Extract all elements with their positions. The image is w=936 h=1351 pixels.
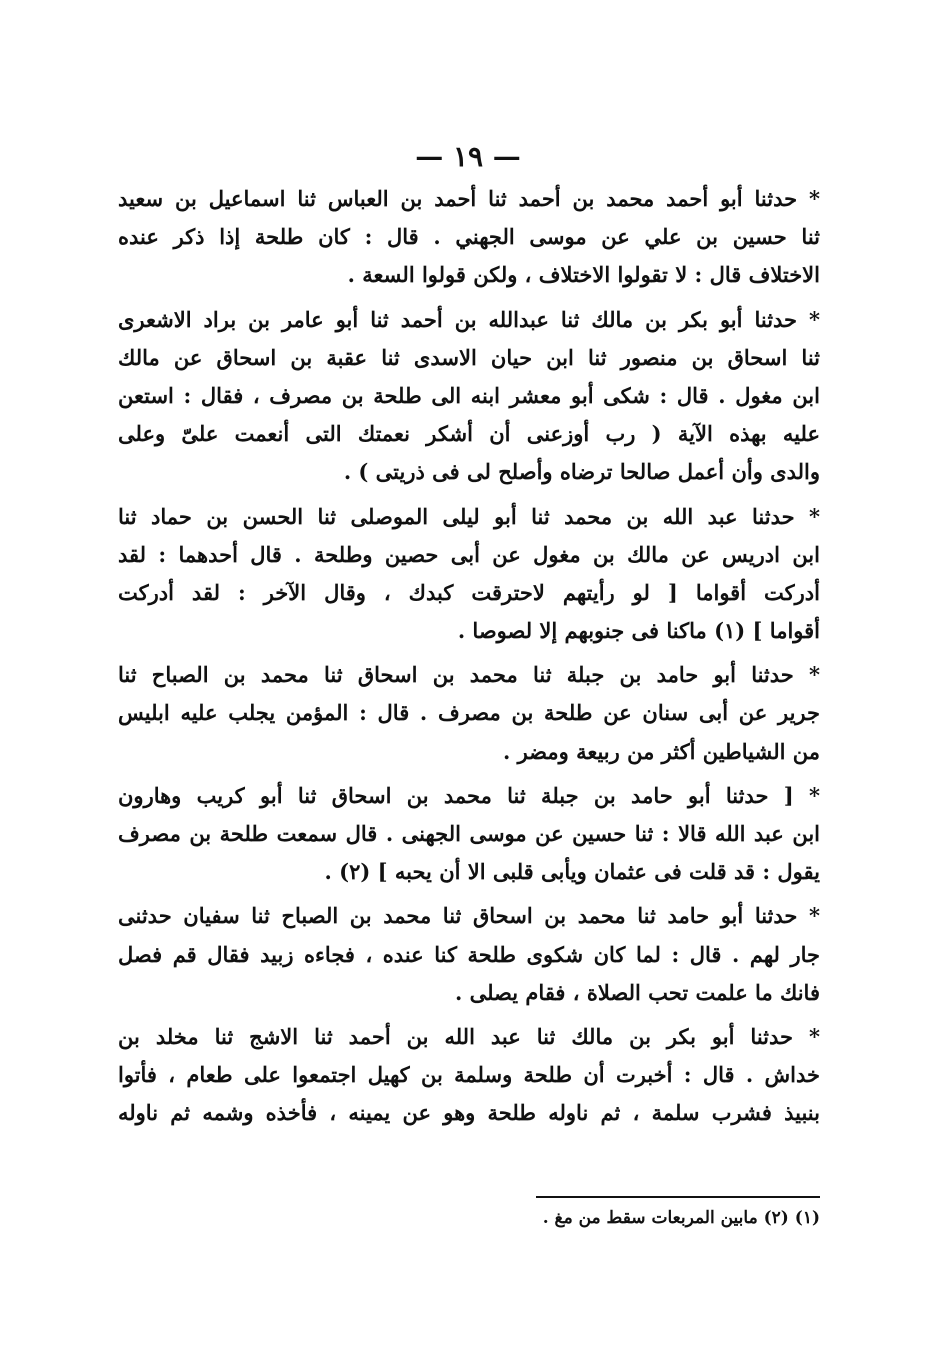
text-line: * [ حدثنا أبو حامد بن جبلة ثنا محمد بن اسحاق ثنا أبو كريب وهارون: [118, 782, 820, 808]
text-line: ثنا اسحاق بن منصور ثنا ابن حيان الاسدى ثنا عقبة بن اسحاق عن مالك: [118, 344, 820, 370]
page-number: — ١٩ —: [415, 140, 521, 173]
text-line: يقول : قد قلت فى عثمان ويأبى قلبى الا أن يحبه ] (٢) .: [324, 859, 820, 885]
text-line: عليه بهذه الآية ( رب أوزعنى أن أشكر نعمتك التى أنعمت علىّ وعلى: [118, 421, 820, 447]
text-line: ابن مغول . قال : شكى أبو معشر ابنه الى طلحة بن مصرف ، فقال : استعن: [118, 382, 820, 408]
paragraph-7: [118, 1018, 820, 1133]
paragraph-4: [118, 656, 820, 771]
paragraph-1: [118, 180, 820, 295]
text-line: أقواما ] (١) ماكنا فى جنوبهم إلا لصوصا .: [457, 618, 820, 644]
text-line: ابن ادريس عن مالك بن مغول عن أبى حصين وطلحة . قال أحدهما : لقد: [118, 541, 820, 567]
text-line: والدى وأن أعمل صالحا ترضاه وأصلح لى فى ذريتى ) .: [343, 459, 820, 485]
text-line: * حدثنا أبو بكر بن مالك ثنا عبدالله بن أحمد ثنا أبو عامر بن براد الاشعرى: [118, 306, 820, 332]
text-line: * حدثنا أبو بكر بن مالك ثنا عبد الله بن أحمد ثنا الاشج ثنا مخلد بن: [118, 1023, 820, 1049]
text-line: جار لهم . قال : لما كان شكوى طلحة كنا عنده ، فجاءه زبيد فقال قم فصل: [118, 941, 820, 967]
paragraph-2: [118, 301, 820, 492]
text-line: من الشياطين أكثر من ربيعة ومضر .: [502, 738, 820, 764]
text-line: * حدثنا عبد الله بن محمد ثنا أبو ليلى الموصلى ثنا الحسن بن حماد ثنا: [118, 503, 820, 529]
text-line: فانك ما علمت تحب الصلاة ، فقام يصلى .: [454, 979, 820, 1005]
paragraph-3: [118, 498, 820, 651]
text-line: * حدثنا أبو أحمد محمد بن أحمد ثنا أحمد بن العباس ثنا اسماعيل بن سعيد: [118, 186, 820, 211]
footnote-divider: [536, 1196, 820, 1198]
text-line: ابن عبد الله قالا : ثنا حسين عن موسى الجهنى . قال سمعت طلحة بن مصرف: [118, 821, 820, 846]
paragraph-6: [118, 897, 820, 1012]
text-line: الاختلاف قال : لا تقولوا الاختلاف ، ولكن قولوا السعة .: [347, 262, 820, 288]
text-line: ثنا حسين بن علي عن موسى الجهني . قال : كان طلحة إذا ذكر عنده: [118, 224, 820, 250]
text-line: بنبيذ فشرب سلمة ، ثم ناوله طلحة وهو عن يمينه ، فأخذه وشمه ثم ناوله: [118, 1100, 820, 1126]
text-line: جرير عن أبى سنان عن طلحة بن مصرف . قال : المؤمن يجلب عليه ابليس: [118, 700, 820, 726]
body-text: [118, 180, 820, 1139]
text-line: خداش . قال : أخبرت أن طلحة وسلمة بن كهيل اجتمعوا على طعام ، فأتوا: [118, 1062, 820, 1088]
text-line: * حدثنا أبو حامد ثنا محمد بن اسحاق ثنا محمد بن الصباح ثنا سفيان حدثنى: [118, 903, 820, 929]
text-line: أدركت أقواما [ لو رأيتهم لاحترقت كبدك ، وقال الآخر : لقد أدركت: [118, 579, 820, 605]
paragraph-5: [118, 777, 820, 892]
text-line: * حدثنا أبو حامد بن جبلة ثنا محمد بن اسحاق ثنا محمد بن الصباح ثنا: [118, 662, 820, 688]
footnote: (١) (٢) مابين المربعات سقط من مغ .: [542, 1208, 820, 1228]
